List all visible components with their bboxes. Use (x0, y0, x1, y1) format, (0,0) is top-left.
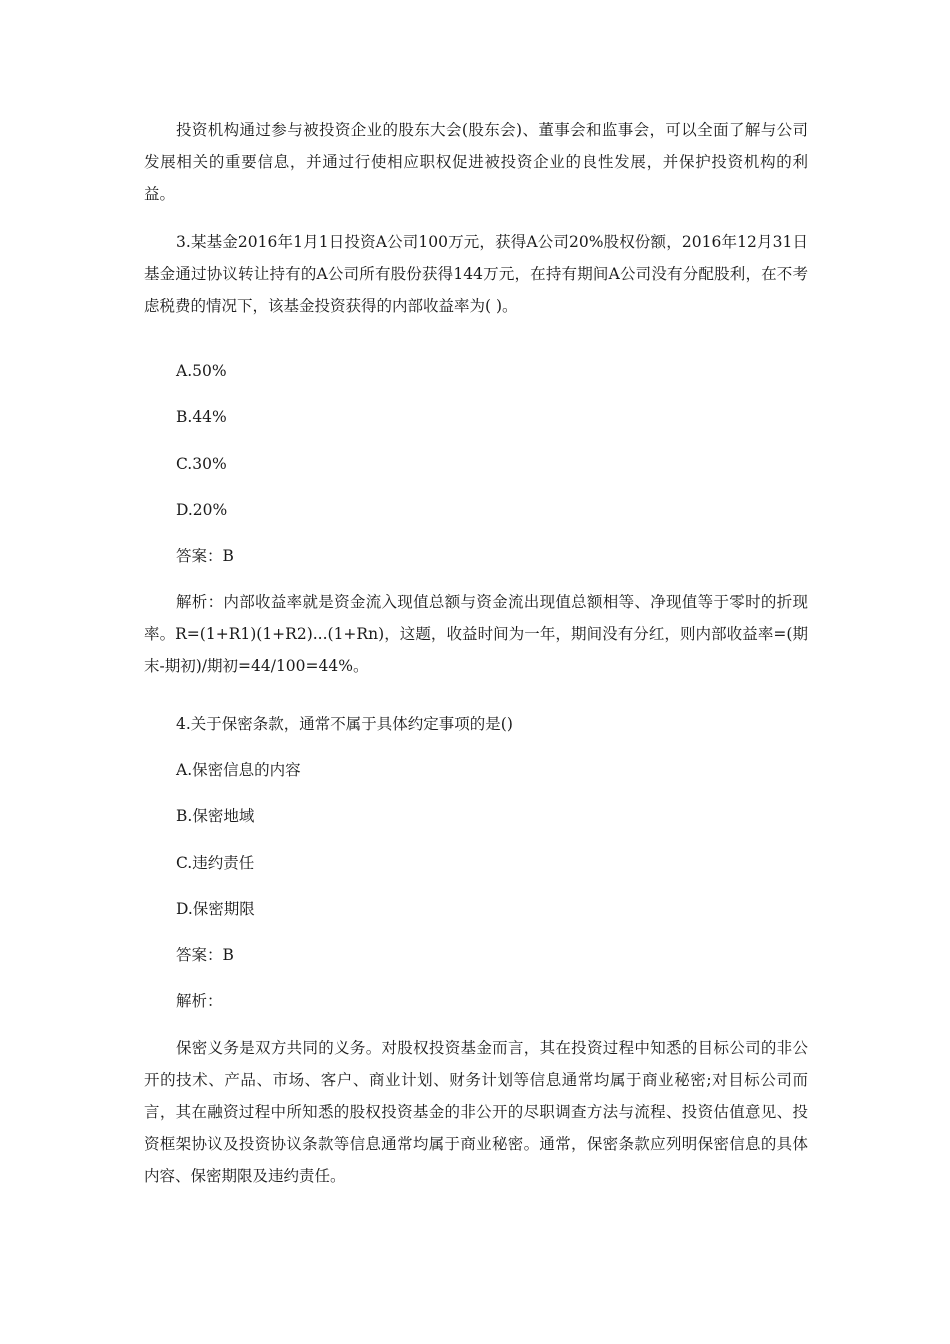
question-3-option-b: B.44% (176, 408, 227, 426)
question-4-option-c: C.违约责任 (176, 854, 255, 872)
question-4-option-d: D.保密期限 (176, 900, 255, 918)
question-3-answer: 答案：B (176, 547, 234, 565)
question-4-answer: 答案：B (176, 946, 234, 964)
question-3-option-d: D.20% (176, 501, 228, 519)
intro-paragraph: 投资机构通过参与被投资企业的股东大会(股东会)、董事会和监事会，可以全面了解与公司发展相关的重要信息，并通过行使相应职权促进被投资企业的良性发展，并保护投资机构的利益。 (144, 121, 808, 203)
question-4-text: 4.关于保密条款，通常不属于具体约定事项的是() (176, 715, 513, 733)
question-4-analysis: 保密义务是双方共同的义务。对股权投资基金而言，其在投资过程中知悉的目标公司的非公开的技术、产品、市场、客户、商业计划、财务计划等信息通常均属于商业秘密;对目标公司而言，其在融资过程中所知悉的股权投资基金的非公开的尽职调查方法与流程、投资估值意见、投资框架协议及投资协议条款等信息通常均属于商业秘密。通常，保密条款应列明保密信息的具体内容、保密期限及违约责任。 (144, 1039, 808, 1185)
question-3-analysis: 解析：内部收益率就是资金流入现值总额与资金流出现值总额相等、净现值等于零时的折现率。R=(1+R1)(1+R2)...(1+Rn)，这题，收益时间为一年，期间没有分红，则内部收益率=(期末-期初)/期初=44/100=44%。 (144, 593, 808, 675)
question-3-option-a: A.50% (176, 362, 227, 380)
question-4-option-a: A.保密信息的内容 (176, 761, 301, 779)
question-3-text: 3.某基金2016年1月1日投资A公司100万元，获得A公司20%股权份额，2016年12月31日基金通过协议转让持有的A公司所有股份获得144万元，在持有期间A公司没有分配股利，在不考虑税费的情况下，该基金投资获得的内部收益率为( )。 (144, 233, 808, 315)
question-3-option-c: C.30% (176, 455, 227, 473)
question-4-analysis-label: 解析： (176, 992, 223, 1010)
question-4-option-b: B.保密地域 (176, 807, 255, 825)
